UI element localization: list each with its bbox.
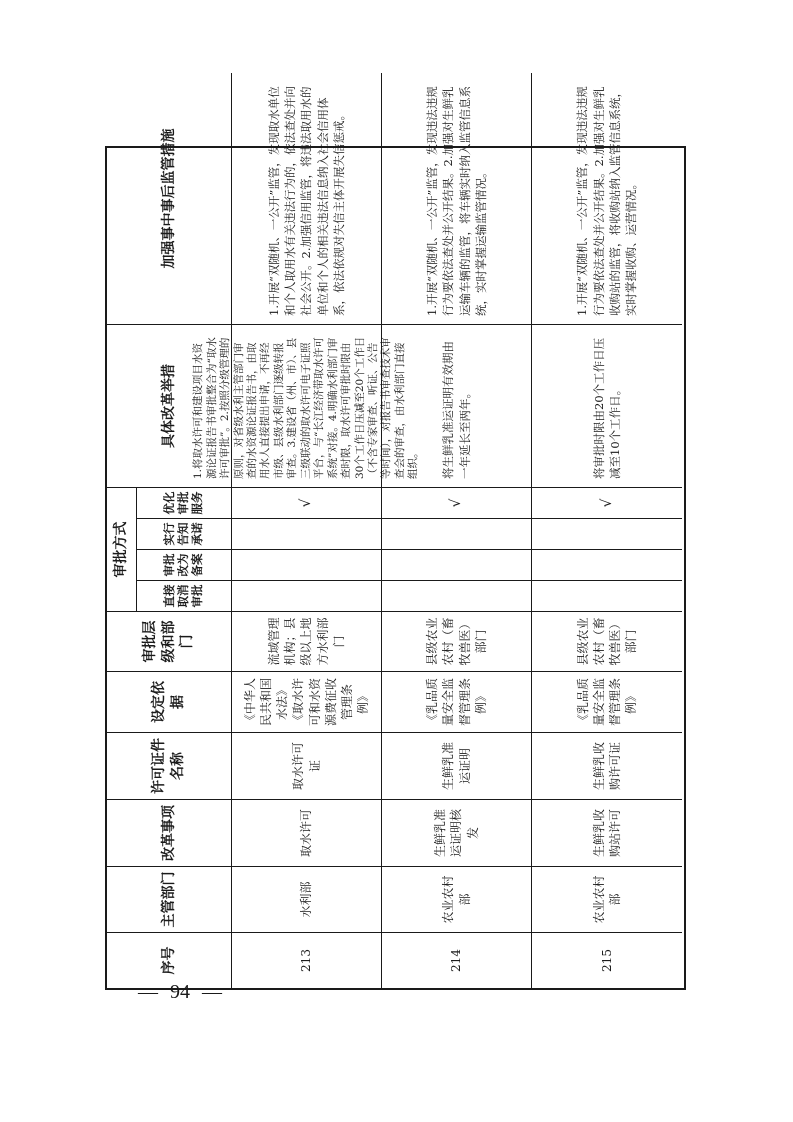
table-row-measures: 将生鲜乳准运证明有效期由一年延长至两年。 [382, 324, 532, 487]
header-item: 改革事项 [107, 799, 232, 866]
table-row-filing [232, 549, 382, 580]
table-row-optimize-check: √ [232, 487, 382, 518]
table-row-level: 县级农业农村（畜牧兽医）部门 [382, 611, 532, 671]
table-row-notify [532, 518, 682, 549]
header-dept: 主管部门 [107, 866, 232, 932]
header-license: 许可证件名称 [107, 732, 232, 799]
table-row-supervision: 1.开展“双随机、一公开”监管，发现违法违规行为要依法查处并公开结果。2.加强对生鲜乳运输车辆的监管，将车辆实时纳入监管信息系统，实时掌握运输监管情况。 [382, 73, 532, 324]
table-row-basis: 《乳品质量安全监督管理条例》 [532, 671, 682, 732]
approval-reform-table [105, 86, 686, 990]
table-row-notify [232, 518, 382, 549]
table-row-optimize-check: √ [532, 487, 682, 518]
header-level: 审批层级和部门 [107, 611, 232, 671]
table-row-seq: 213 [232, 932, 382, 988]
table-row-item: 生鲜乳准运证明核发 [382, 799, 532, 866]
table-row-item: 生鲜乳收购站许可 [532, 799, 682, 866]
table-row-license: 取水许可证 [232, 732, 382, 799]
page-number-dash-right: — [202, 980, 222, 1003]
header-measures: 具体改革举措 [107, 324, 232, 487]
table-row-optimize-check: √ [382, 487, 532, 518]
table-row-seq: 215 [532, 932, 682, 988]
header-basis: 设定依据 [107, 671, 232, 732]
page-number-value: 94 [170, 980, 190, 1003]
table-row-cancel [382, 580, 532, 611]
table-row-notify [382, 518, 532, 549]
table-row-license: 生鲜乳准运证明 [382, 732, 532, 799]
table-row-level: 县级农业农村（畜牧兽医）部门 [532, 611, 682, 671]
table-row-level: 流域管理机构；县级以上地方水利部门 [232, 611, 382, 671]
header-mode: 审批方式 [107, 487, 137, 611]
table-row-measures: 1.将取水许可和建设项目水资源论证报告书审批整合为“取水许可审批”。2.按照分级管理的原则，对省级水利主管部门审查的水资源论证报告书，由取用水人直接提出申请，不再经市级、县级水利部门逐级转报审查。3.建设省（州、市）、县三级联动的取水许可电子证照平台，与“长江经济带取水许可系统”对接。4.明确水利部门审查时限，取水许可审批时限由30个工作日压减至20个工作日（不含专家审查、听证、公告等时间），对报告书审查技术审查会的审查，由水利部门直接组织。 [232, 324, 382, 487]
table-row-filing [532, 549, 682, 580]
header-mode-optimize: 优化审批服务 [137, 487, 232, 518]
table-row-dept: 水利部 [232, 866, 382, 932]
table-row-supervision: 1.开展“双随机、一公开”监管，发现违法违规行为要依法查处并公开结果。2.加强对生鲜乳收购站的监管，将收购站纳入监管信息系统，实时掌握收购、运营情况。 [575, 86, 639, 316]
page-number-dash-left: — [138, 980, 158, 1003]
table-row-cancel [232, 580, 382, 611]
table-row-dept: 农业农村部 [532, 866, 682, 932]
table-row-dept: 农业农村部 [382, 866, 532, 932]
table-row-basis: 《中华人民共和国水法》《取水许可和水资源费征收管理条例》 [232, 671, 382, 732]
table-row-cancel [532, 580, 682, 611]
table-row-item: 取水许可 [232, 799, 382, 866]
header-mode-notify: 实行告知承诺 [137, 518, 232, 549]
table-row-basis: 《乳品质量安全监督管理条例》 [382, 671, 532, 732]
table-row-filing [382, 549, 532, 580]
table-row-seq: 214 [382, 932, 532, 988]
header-mode-cancel: 直接取消审批 [137, 580, 232, 611]
header-supervision: 加强事中事后监管措施 [107, 73, 232, 324]
header-seq: 序号 [107, 932, 232, 988]
header-mode-filing: 审批改为备案 [137, 549, 232, 580]
table-row-supervision: 1.开展“双随机、一公开”监管，发现取水单位和个人取用水有关违法行为的，依法查处并向社会公开。2.加强信用监管，将违法取用水的单位和个人的相关违法信息纳入社会信用体系，依法依规对失信主体开展失信惩戒。 [232, 73, 382, 324]
page-number [100, 981, 260, 1003]
table-row-measures: 将审批时限由20个工作日压减至10个工作日。 [532, 324, 682, 487]
table-row-license: 生鲜乳收购许可证 [532, 732, 682, 799]
